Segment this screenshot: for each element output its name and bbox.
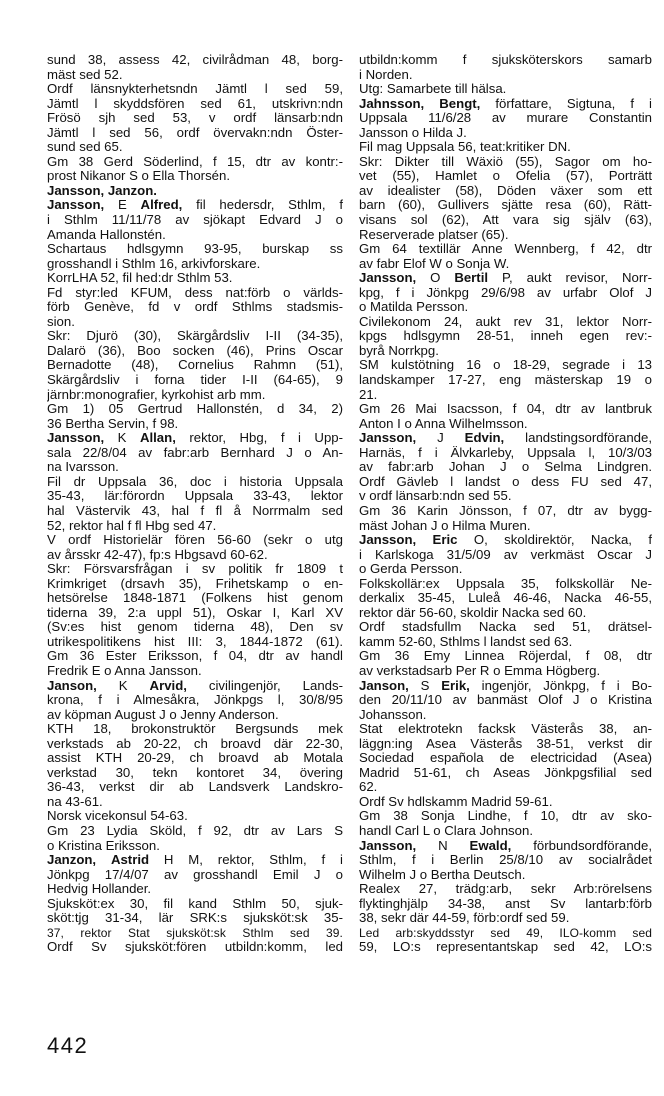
text-line xyxy=(359,693,652,708)
text-line xyxy=(359,68,652,83)
entry-text: av verkstadsarb Per R o Emma Högberg. xyxy=(359,663,601,678)
entry-text: rektor där 56-60, skoldir Nacka sed 60. xyxy=(359,605,587,620)
entry-text: verkstads ab 20-22, ch broavd där 22-30, xyxy=(47,736,343,751)
entry-text: Led arb:skyddsstyr sed 49, ILO-komm sed xyxy=(359,925,652,940)
text-line xyxy=(359,664,652,679)
entry-text: Sjuksköt:ex 30, fil kand Sthlm 50, sjuk- xyxy=(47,896,343,911)
text-line xyxy=(359,533,652,548)
entry-text: förbundsordförande, xyxy=(511,838,652,853)
entry-name: Janson, xyxy=(47,678,97,693)
entry-text: Civilekonom 24, aukt rev 31, lektor Norr- xyxy=(359,314,652,329)
text-line xyxy=(47,824,343,839)
text-line xyxy=(359,373,652,388)
text-line xyxy=(47,489,343,504)
text-line xyxy=(47,562,343,577)
text-line xyxy=(359,722,652,737)
text-line xyxy=(359,111,652,126)
entry-text: rektor, Hbg, f i Upp- xyxy=(175,431,343,446)
text-line xyxy=(47,548,343,563)
entry-name: Jansson, xyxy=(47,431,105,446)
entry-text: 52, rektor hal f fl Hbg sed 47. xyxy=(47,518,217,533)
entry-text: na Ivarsson. xyxy=(47,460,119,475)
text-line xyxy=(47,737,343,752)
text-line xyxy=(359,446,652,461)
text-line xyxy=(359,577,652,592)
entry-text: mäst sed 52. xyxy=(47,67,123,82)
text-line xyxy=(359,911,652,926)
text-line xyxy=(359,53,652,68)
entry-text: sund 38, assess 42, civilrådman 48, borg- xyxy=(47,53,343,67)
text-line xyxy=(47,300,343,315)
entry-text: Schartaus hdlsgymn 93-95, burskap ss xyxy=(47,242,343,257)
entry-name: Janzon, xyxy=(47,853,97,868)
entry-name: Astrid xyxy=(110,853,150,868)
entry-text: Skr: Dikter till Wäxiö (55), Sagor om ho- xyxy=(359,154,652,169)
text-line xyxy=(359,358,652,373)
text-line xyxy=(47,329,343,344)
text-line xyxy=(359,679,652,694)
text-line xyxy=(47,53,343,68)
text-line xyxy=(359,839,652,854)
entry-name: Ewald, xyxy=(469,838,512,853)
text-line xyxy=(359,882,652,897)
entry-text: kpgs hdlsgymn 28-51, inneh egen rev:- xyxy=(359,329,652,344)
text-line xyxy=(47,68,343,83)
entry-text: Ordf Sv sjuksköt:fören utbildn:komm, led xyxy=(47,940,343,955)
entry-text: J xyxy=(416,431,465,446)
entry-text: v ordf länsarb:ndn sed 55. xyxy=(359,489,512,504)
text-line xyxy=(359,184,652,199)
entry-name: Allan, xyxy=(139,431,176,446)
entry-text: sion. xyxy=(47,314,75,329)
entry-text: civilingenjör, Lands- xyxy=(186,678,343,693)
text-line xyxy=(359,926,652,941)
entry-text: O xyxy=(416,271,455,286)
text-line xyxy=(359,431,652,446)
entry-name: Jansson, Eric xyxy=(359,533,458,548)
entry-text: Harnäs, f i Älvkarleby, Uppsala l, 10/3/03 xyxy=(359,445,652,460)
text-line xyxy=(47,111,343,126)
entry-text: derkalix 35-45, Luleå 46-46, Nacka 46-55, xyxy=(359,591,652,606)
text-line xyxy=(47,649,343,664)
text-line xyxy=(47,198,343,213)
entry-text: Dalarö (36), Boo socken (46), Prins Oscar xyxy=(47,343,343,358)
entry-text: järnbr:monografier, kyrkohist arb mm. xyxy=(47,387,266,402)
entry-text: utrikespolitikens hist III: 3, 1844-1872 (61). xyxy=(47,634,343,649)
text-line xyxy=(359,519,652,534)
text-line xyxy=(359,344,652,359)
entry-text: Norsk vicekonsul 54-63. xyxy=(47,809,188,824)
text-line xyxy=(47,809,343,824)
text-line xyxy=(359,126,652,141)
entry-text: KTH 18, brokonstruktör Bergsunds mek xyxy=(47,722,343,737)
entry-text: 36 Bertha Servin, f 98. xyxy=(47,416,179,431)
entry-text: Johansson. xyxy=(359,707,427,722)
entry-text: vet (55), Hamlet o Ofelia (57), Porträtt xyxy=(359,169,652,184)
entry-text: Utg: Samarbete till hälsa. xyxy=(359,82,507,97)
entry-text: sund sed 65. xyxy=(47,140,123,155)
text-line xyxy=(359,82,652,97)
entry-text: barn (60), Gullivers sjätte resa (60), Rätt- xyxy=(359,198,652,213)
text-line xyxy=(359,606,652,621)
text-line xyxy=(359,257,652,272)
entry-text: Jämtl l sed 56, ordf övervakn:ndn Öster- xyxy=(47,125,343,140)
text-line xyxy=(359,824,652,839)
entry-text: Gm 36 Ester Eriksson, f 04, dtr av handl xyxy=(47,649,343,664)
text-line xyxy=(359,242,652,257)
text-line xyxy=(359,635,652,650)
entry-text: Folkskollär:ex Uppsala 35, folkskollär Ne- xyxy=(359,576,652,591)
text-line xyxy=(47,766,343,781)
entry-text: fil hedersdr, Sthlm, f xyxy=(182,198,343,213)
entry-text: 35-43, lär:förordn Uppsala 33-43, lektor xyxy=(47,489,343,504)
right-column xyxy=(359,53,652,955)
text-line xyxy=(47,228,343,243)
entry-text: flyktinghjälp 34-38, anst Sv lantarb:förb xyxy=(359,896,652,911)
entry-text: byrå Norrkpg. xyxy=(359,343,439,358)
entry-text: handl Carl L o Clara Johnson. xyxy=(359,823,533,838)
text-line xyxy=(47,402,343,417)
text-line xyxy=(359,853,652,868)
entry-text: Skr: Djurö (30), Skärgårdsliv I-II (34-35), xyxy=(47,329,343,344)
text-line xyxy=(359,475,652,490)
text-line xyxy=(359,300,652,315)
entry-text: o Gerda Persson. xyxy=(359,562,463,577)
text-line xyxy=(47,926,343,941)
entry-text: Hedvig Hollander. xyxy=(47,882,152,897)
entry-text: ingenjör, Jönkpg, f i Bo- xyxy=(469,678,652,693)
text-line xyxy=(47,911,343,926)
entry-text: i Sthlm 11/11/78 av sjökapt Edvard J o xyxy=(47,213,343,228)
text-line xyxy=(47,708,343,723)
text-line xyxy=(359,868,652,883)
text-line xyxy=(359,329,652,344)
text-line xyxy=(47,169,343,184)
entry-text: Skärgårdsliv i forna tider I-II (64-65), 9 xyxy=(47,373,343,388)
text-line xyxy=(359,897,652,912)
entry-text xyxy=(96,853,111,867)
text-line xyxy=(359,402,652,417)
entry-text: av köpman August J o Jenny Anderson. xyxy=(47,707,279,722)
text-line xyxy=(359,562,652,577)
text-line xyxy=(47,839,343,854)
text-line xyxy=(359,708,652,723)
entry-text: Frösö sjh sed 53, v ordf länsarb:ndn xyxy=(47,111,343,126)
text-line xyxy=(47,344,343,359)
entry-text: kamm 52-60, Sthlms l landst sed 63. xyxy=(359,634,573,649)
text-line xyxy=(359,417,652,432)
entry-text: H M, rektor, Sthlm, f i xyxy=(149,853,343,868)
text-line xyxy=(359,504,652,519)
entry-text: av fabr:arb Johan J o Selma Lindgren. xyxy=(359,460,652,475)
text-line xyxy=(47,868,343,883)
entry-text: Jansson o Hilda J. xyxy=(359,125,467,140)
entry-text: Gm 38 Gerd Söderlind, f 15, dtr av kontr:- xyxy=(47,154,343,169)
text-line xyxy=(47,97,343,112)
entry-text: Ordf Sv hdlskamm Madrid 59-61. xyxy=(359,794,553,809)
text-line xyxy=(47,373,343,388)
text-line xyxy=(359,169,652,184)
entry-text: i Karlskoga 31/5/09 av verkmäst Oscar J xyxy=(359,547,652,562)
entry-text: Fredrik E o Anna Jansson. xyxy=(47,663,202,678)
entry-text: P, aukt revisor, Norr- xyxy=(488,271,652,286)
text-line xyxy=(47,693,343,708)
entry-text: landstingsordförande, xyxy=(504,431,652,446)
text-line xyxy=(47,853,343,868)
text-line xyxy=(47,722,343,737)
text-line xyxy=(47,620,343,635)
text-line xyxy=(47,184,343,199)
entry-text: förb Genève, fd v ordf Sthlms stadsmis- xyxy=(47,300,343,315)
entry-text: kpg, f i Jönkpg 29/6/98 av urfabr Olof J xyxy=(359,285,652,300)
entry-text: 37, rektor Stat sjuksköt:sk Sthlm sed 39. xyxy=(47,925,343,940)
entry-text: SM kulstötning 16 o 18-29, segrade i 13 xyxy=(359,358,652,373)
text-line xyxy=(47,751,343,766)
entry-text: av årsskr 42-47), fp:s Hbgsavd 60-62. xyxy=(47,547,268,562)
entry-text: sköt:tjg 31-34, lär SRK:s sjuksköt:sk 35- xyxy=(47,911,343,926)
text-line xyxy=(47,940,343,955)
entry-text: Gm 36 Emy Linnea Röjerdal, f 08, dtr xyxy=(359,649,652,664)
text-line xyxy=(47,795,343,810)
text-line xyxy=(359,97,652,112)
text-line xyxy=(359,271,652,286)
text-line xyxy=(47,358,343,373)
entry-text: (Sv:es hist genom tiderna 48), Den sv xyxy=(47,620,343,635)
text-line xyxy=(359,548,652,563)
entry-text: Anton I o Anna Wilhelmsson. xyxy=(359,416,528,431)
text-line xyxy=(359,213,652,228)
text-line xyxy=(47,577,343,592)
text-line xyxy=(47,82,343,97)
entry-text: 59, LO:s representantskap sed 42, LO:s xyxy=(359,940,652,955)
text-line xyxy=(47,882,343,897)
text-line xyxy=(359,489,652,504)
entry-text: o Matilda Persson. xyxy=(359,300,469,315)
text-line xyxy=(47,257,343,272)
entry-text: Gm 64 textillär Anne Wennberg, f 42, dtr xyxy=(359,242,652,257)
text-line xyxy=(47,242,343,257)
entry-text: landskamper 17-27, eng mästerskap 19 o xyxy=(359,373,652,388)
entry-text: N xyxy=(416,838,470,853)
text-line xyxy=(359,155,652,170)
text-line xyxy=(47,475,343,490)
entry-text: S xyxy=(408,678,442,693)
entry-text: Stat elektrotekn facksk Västerås 38, an- xyxy=(359,722,652,737)
text-line xyxy=(47,606,343,621)
entry-name: Edvin, xyxy=(464,431,505,446)
entry-text: o Kristina Eriksson. xyxy=(47,838,160,853)
text-line xyxy=(359,940,652,955)
text-line xyxy=(47,126,343,141)
entry-text: E xyxy=(104,198,141,213)
text-line xyxy=(47,591,343,606)
entry-text: författare, Sigtuna, f i xyxy=(480,96,652,111)
entry-text: Amanda Hallonstén. xyxy=(47,227,166,242)
text-line xyxy=(47,271,343,286)
entry-name: Jahnsson, Bengt, xyxy=(359,96,481,111)
text-line xyxy=(47,315,343,330)
entry-text: K xyxy=(96,678,150,693)
text-line xyxy=(47,417,343,432)
text-line xyxy=(359,780,652,795)
entry-text: K xyxy=(104,431,140,446)
entry-text: Gm 1) 05 Gertrud Hallonstén, d 34, 2) xyxy=(47,402,343,417)
entry-name: Erik, xyxy=(441,678,470,693)
text-line xyxy=(359,591,652,606)
entry-text: Jönkpg 17/4/07 av grosshandl Emil J o xyxy=(47,867,343,882)
text-line xyxy=(47,140,343,155)
text-line xyxy=(359,286,652,301)
text-line xyxy=(359,140,652,155)
page-number: 442 xyxy=(47,1033,89,1058)
text-line xyxy=(47,286,343,301)
entry-text: Bernadotte (48), Cornelius Rahmn (51), xyxy=(47,358,343,373)
entry-text: hetsörelse 1848-1871 (Folkens hist genom xyxy=(47,591,343,606)
entry-text: hal Västervik 43, hal f fl å Norrmalm sed xyxy=(47,503,343,518)
entry-text: av fabr Elof W o Sonja W. xyxy=(359,256,510,271)
entry-text: sala 22/8/04 av fabr:arb Bernhard J o An- xyxy=(47,445,343,460)
entry-text: assist KTH 20-29, ch broavd ab Motala xyxy=(47,751,343,766)
text-line xyxy=(359,620,652,635)
entry-name: Bertil xyxy=(454,271,489,286)
text-line xyxy=(47,679,343,694)
text-line xyxy=(359,737,652,752)
text-line xyxy=(359,228,652,243)
text-line xyxy=(359,460,652,475)
entry-name: Alfred, xyxy=(140,198,183,213)
entry-text: Uppsala 11/6/28 av murare Constantin xyxy=(359,111,652,126)
entry-name: Jansson, xyxy=(359,838,417,853)
text-line xyxy=(359,388,652,403)
entry-text: i Norden. xyxy=(359,67,413,82)
entry-text: O, skoldirektör, Nacka, f xyxy=(457,533,652,548)
text-line xyxy=(359,649,652,664)
text-line xyxy=(47,635,343,650)
text-line xyxy=(47,897,343,912)
entry-name: Jansson, xyxy=(47,198,105,213)
entry-text: Skr: Försvarsfrågan i sv politik fr 1809 t xyxy=(47,562,343,577)
entry-text: 36-43, verkst dir ab Landsverk Landskro- xyxy=(47,780,343,795)
text-line xyxy=(359,198,652,213)
entry-name: Janson, xyxy=(359,678,409,693)
text-line xyxy=(359,809,652,824)
entry-text: Ordf stadsfullm Nacka sed 51, drätsel- xyxy=(359,620,652,635)
entry-text: V ordf Historielär fören 56-60 (sekr o utg xyxy=(47,533,343,548)
entry-text: Realex 27, trädg:arb, sekr Arb:rörelsens xyxy=(359,882,652,897)
text-line xyxy=(47,504,343,519)
entry-text: tiderna 39, 2:a uppl 51), Oskar I, Karl XV xyxy=(47,605,343,620)
text-line xyxy=(47,533,343,548)
entry-text: utbildn:komm f sjuksköterskors samarb xyxy=(359,53,652,67)
entry-name: Jansson, Janzon. xyxy=(47,183,157,198)
text-line xyxy=(47,664,343,679)
left-column xyxy=(47,53,343,955)
entry-text: 38, sekr där 44-59, förb:ordf sed 59. xyxy=(359,911,570,926)
entry-text: Gm 38 Sonja Lindhe, f 10, dtr av sko- xyxy=(359,809,652,824)
text-line xyxy=(47,446,343,461)
entry-text: 62. xyxy=(359,780,378,795)
text-line xyxy=(359,795,652,810)
entry-text: Sthlm, f i Berlin 25/8/10 av socialrådet xyxy=(359,853,652,868)
entry-text: Reserverade platser (65). xyxy=(359,227,509,242)
text-line xyxy=(47,780,343,795)
text-line xyxy=(359,315,652,330)
text-line xyxy=(47,460,343,475)
entry-text: Wilhelm J o Bertha Deutsch. xyxy=(359,867,526,882)
entry-text: Fil mag Uppsala 56, teat:kritiker DN. xyxy=(359,140,571,155)
entry-text: den 20/11/10 av banmäst Olof J o Kristina xyxy=(359,693,652,708)
entry-text: Madrid 51-61, ch Aseas Jönkpgsfilial sed xyxy=(359,765,652,780)
text-line xyxy=(359,766,652,781)
entry-text: Gm 26 Mai Isacsson, f 04, dtr av lantbruk xyxy=(359,402,652,417)
entry-text: prost Nikanor S o Ella Thorsén. xyxy=(47,169,231,184)
entry-text: Gm 36 Karin Jönsson, f 07, dtr av bygg- xyxy=(359,503,652,518)
text-line xyxy=(47,431,343,446)
entry-text: Fd styr:led KFUM, dess nat:förb o världs- xyxy=(47,285,343,300)
entry-text: Gm 23 Lydia Sköld, f 92, dtr av Lars S xyxy=(47,823,343,838)
entry-text: krona, f i Almesåkra, Jönkpgs l, 30/8/95 xyxy=(47,693,343,708)
text-line xyxy=(359,751,652,766)
entry-text: 21. xyxy=(359,387,378,402)
entry-name: Jansson, xyxy=(359,431,417,446)
text-line xyxy=(47,155,343,170)
entry-text: KorrLHA 52, fil hed:dr Sthlm 53. xyxy=(47,271,233,286)
entry-text: läggn:ing Asea Västerås 38-51, verkst dir xyxy=(359,736,652,751)
entry-text: av idealister (58), Döden växer som ett xyxy=(359,183,652,198)
entry-name: Arvid, xyxy=(149,678,187,693)
entry-text: grosshandl i Sthlm 16, arkivforskare. xyxy=(47,256,261,271)
entry-text: Krimkriget (drsavh 35), Frihetskamp o en- xyxy=(47,576,343,591)
entry-text: na 43-61. xyxy=(47,794,103,809)
entry-text: Ordf Gävleb l landst o dess FU sed 47, xyxy=(359,474,652,489)
entry-text: Ordf länsnykterhetsndn Jämtl l sed 59, xyxy=(47,82,343,97)
entry-text: verkstad 30, tekn kontoret 34, övering xyxy=(47,765,343,780)
entry-name: Jansson, xyxy=(359,271,417,286)
text-line xyxy=(47,213,343,228)
text-line xyxy=(47,519,343,534)
entry-text: mäst Johan J o Hilma Muren. xyxy=(359,518,531,533)
entry-text: Jämtl l skyddsfören sed 61, utskrivn:ndn xyxy=(47,96,343,111)
entry-text: visans sol (62), Att vara sig själv (63), xyxy=(359,213,652,228)
entry-text: Sociedad española de electricidad (Asea) xyxy=(359,751,652,766)
text-line xyxy=(47,388,343,403)
entry-text: Fil dr Uppsala 36, doc i historia Uppsala xyxy=(47,474,343,489)
